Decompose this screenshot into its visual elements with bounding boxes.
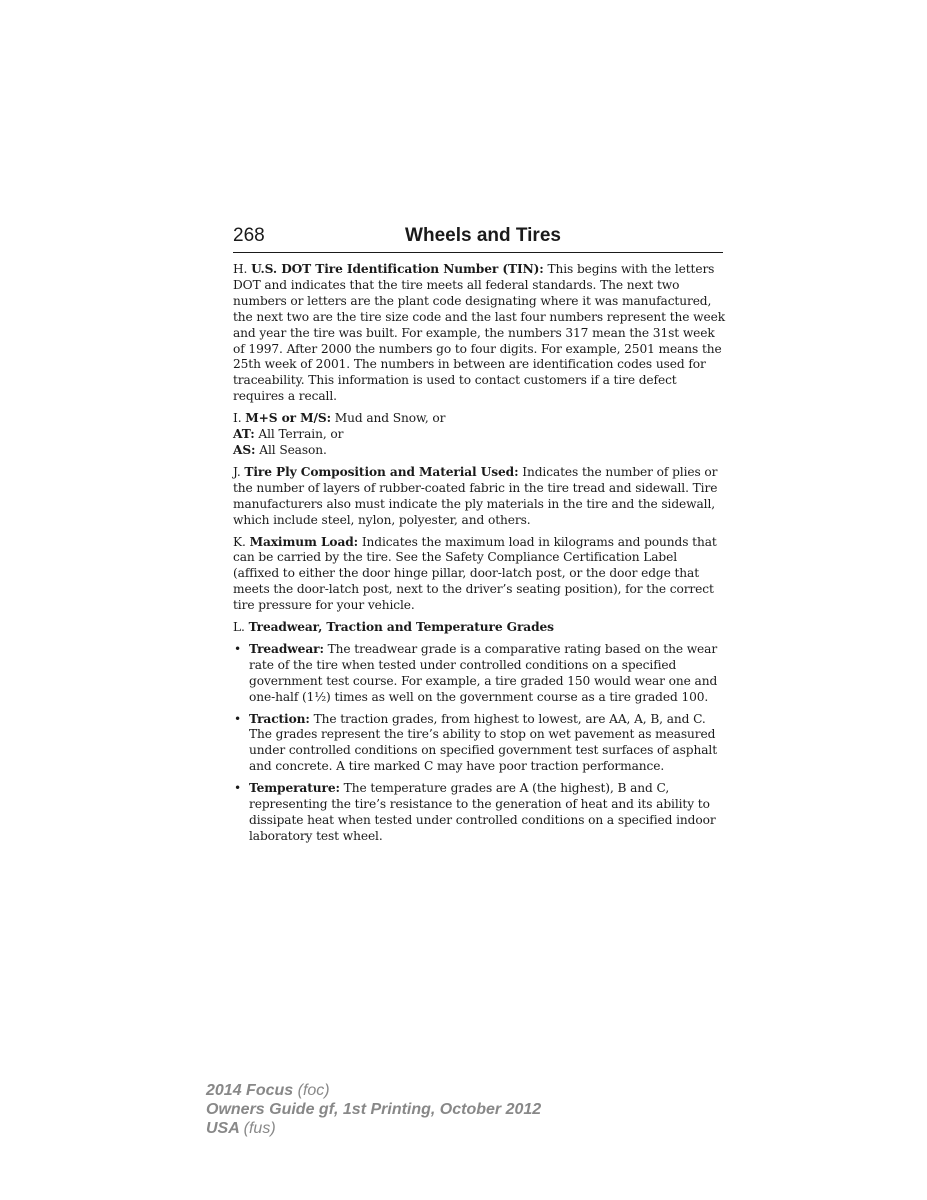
item-i (233, 411, 725, 459)
grades-list (233, 642, 725, 845)
bullet-text: The treadwear grade is a comparative rating based on the wear rate of the tire when tested under controlled conditions on a specified government test course. For example, a tire graded 150 would wear one and one-half (1½) times as well on the government course as a tire graded 100. (249, 641, 718, 704)
item-text: Indicates the number of plies or the number of layers of rubber-coated fabric in the tire tread and sidewall. Tire manufacturers also must indicate the ply materials in the tire and the sidewall, which include steel, nylon, polyester, and others. (233, 464, 718, 527)
page-number: 268 (233, 225, 265, 246)
item-text: All Terrain, or (258, 427, 344, 442)
item-k (233, 535, 725, 615)
item-text: This begins with the letters DOT and indicates that the tire meets all federal standards. The next two numbers or letters are the plant code designating where it was manufactured, the next two are the tire size code and the last four numbers represent the week and year the tire was built. For example, the numbers 317 mean the 31st week of 1997. After 2000 the numbers go to four digits. For example, 2501 means the 25th week of 2001. The numbers in between are identification codes used for traceability. This information is used to contact customers if a tire defect requires a recall. (233, 262, 725, 404)
item-term: U.S. DOT Tire Identification Number (TIN): (251, 262, 544, 276)
list-item-temperature (233, 781, 725, 845)
page-header (233, 224, 723, 253)
item-l (233, 620, 725, 636)
item-marker: J. (233, 464, 241, 479)
bullet-term: Treadwear: (249, 641, 324, 656)
bullet-text: The temperature grades are A (the highest), B and C, representing the tire’s resistance to the generation of heat and its ability to dissipate heat when tested under controlled conditions on a specified indoor laboratory test wheel. (249, 781, 716, 843)
bullet-icon: • (234, 781, 242, 796)
item-h (233, 262, 725, 405)
list-item-traction (233, 712, 725, 776)
item-term: Maximum Load: (249, 534, 359, 549)
item-term: M+S or M/S: (245, 411, 331, 426)
footer-market-code: (fus) (243, 1120, 276, 1137)
item-text: Indicates the maximum load in kilograms and pounds that can be carried by the tire. See the Safety Compliance Certification Label (affixed to either the door hinge pillar, door-latch post, or the door edge that meets the door-latch post, next to the driver’s seating position), for the correct tire pressure for your vehicle. (233, 534, 717, 613)
item-term: Tire Ply Composition and Material Used: (244, 464, 519, 479)
list-item-treadwear (233, 642, 725, 706)
item-term: AT: (233, 427, 255, 442)
item-text: Mud and Snow, or (334, 411, 446, 426)
item-term: AS: (233, 442, 256, 457)
bullet-icon: • (234, 641, 242, 656)
item-term: Treadwear, Traction and Temperature Grades (248, 620, 554, 635)
item-marker: L. (233, 620, 245, 635)
bullet-text: The traction grades, from highest to lowest, are AA, A, B, and C. The grades represent the tire’s ability to stop on wet pavement as measured under controlled conditions on specified government test surfaces of asphalt and concrete. A tire marked C may have poor traction performance. (249, 711, 718, 774)
bullet-icon: • (234, 711, 242, 726)
footer-line-printing: Owners Guide gf, 1st Printing, October 2012 (206, 1101, 542, 1118)
page-content (233, 262, 725, 851)
bullet-term: Temperature: (249, 781, 340, 796)
item-marker: I. (233, 411, 242, 426)
item-text: All Season. (259, 442, 327, 457)
footer-line-model (206, 1081, 541, 1100)
footer-model: 2014 Focus (206, 1082, 294, 1099)
footer-model-code: (foc) (297, 1082, 330, 1099)
item-marker: K. (233, 534, 246, 549)
item-marker: H. (233, 262, 248, 276)
print-footer (206, 1081, 541, 1138)
footer-market: USA (206, 1120, 240, 1137)
section-title: Wheels and Tires (405, 225, 561, 246)
bullet-term: Traction: (249, 711, 310, 726)
item-j (233, 465, 725, 529)
footer-line-market (206, 1119, 541, 1138)
